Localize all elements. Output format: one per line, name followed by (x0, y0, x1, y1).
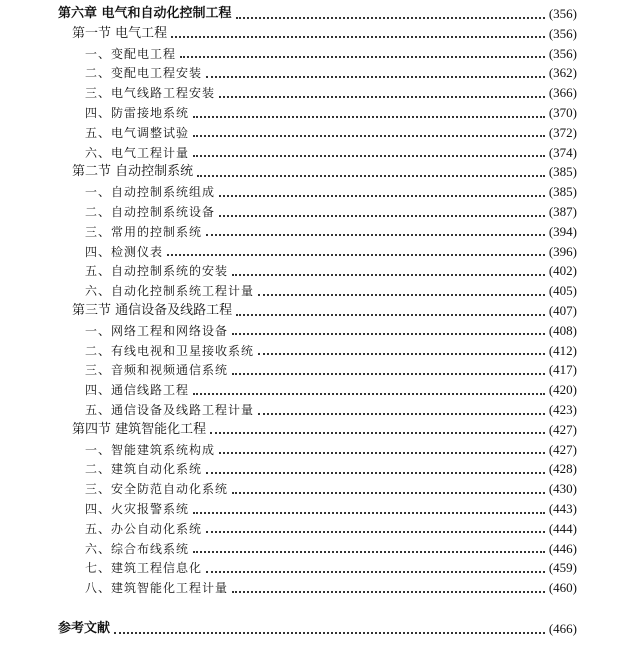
dot-leader (232, 590, 545, 593)
item-entry (0, 499, 640, 519)
dot-leader (232, 372, 545, 375)
section-entry-title: 第二节 自动控制系统 (72, 164, 194, 180)
item-entry-page-number: (387) (548, 204, 577, 219)
item-entry (0, 519, 640, 539)
section-entry (0, 420, 640, 440)
item-entry-title: 六、电气工程计量 (85, 145, 190, 160)
section-entry-title: 第一节 电气工程 (72, 25, 168, 41)
item-entry (0, 242, 640, 262)
dot-leader (206, 530, 545, 533)
dot-leader (210, 431, 545, 434)
item-entry-page-number: (460) (548, 580, 577, 596)
section-entry-page-number: (356) (548, 25, 577, 41)
item-entry (0, 222, 640, 242)
dot-leader (258, 412, 545, 415)
dot-leader (219, 95, 545, 98)
section-entry (0, 24, 640, 44)
item-entry-title: 四、检测仪表 (85, 244, 164, 259)
dot-leader (193, 115, 545, 118)
item-entry-page-number: (402) (548, 263, 577, 279)
dot-leader (232, 491, 545, 494)
dot-leader (219, 451, 545, 454)
item-entry-page-number: (427) (548, 441, 577, 457)
item-entry (0, 261, 640, 281)
item-entry (0, 63, 640, 83)
dot-leader (232, 332, 545, 335)
item-entry (0, 578, 640, 598)
item-entry-title: 五、办公自动化系统 (85, 521, 203, 536)
item-entry-page-number: (408) (548, 322, 577, 338)
item-entry (0, 83, 640, 103)
item-entry-page-number: (356) (548, 45, 577, 61)
item-entry (0, 143, 640, 163)
section-entry (0, 162, 640, 182)
references-entry-page-number: (466) (548, 621, 577, 636)
item-entry-page-number: (370) (548, 105, 577, 120)
dot-leader (236, 16, 545, 19)
dot-leader (206, 75, 545, 78)
item-entry (0, 479, 640, 499)
dot-leader (193, 392, 545, 395)
item-entry (0, 558, 640, 578)
dot-leader (206, 570, 545, 573)
item-entry-page-number: (423) (548, 402, 577, 417)
dot-leader (258, 293, 545, 296)
dot-leader (193, 511, 545, 514)
item-entry-page-number: (362) (548, 65, 577, 81)
item-entry-page-number: (374) (548, 144, 577, 160)
item-entry (0, 360, 640, 380)
dot-leader (193, 550, 545, 553)
dot-leader (114, 631, 545, 634)
item-entry (0, 321, 640, 341)
item-entry (0, 182, 640, 202)
dot-leader (206, 233, 545, 236)
dot-leader (193, 154, 545, 157)
item-entry-page-number: (405) (548, 283, 577, 299)
item-entry (0, 459, 640, 479)
item-entry (0, 103, 640, 123)
item-entry-page-number: (428) (548, 461, 577, 477)
item-entry-title: 二、建筑自动化系统 (85, 462, 203, 477)
item-entry-page-number: (412) (548, 342, 577, 358)
item-entry-page-number: (430) (548, 481, 577, 497)
item-entry-title: 三、常用的控制系统 (85, 224, 203, 239)
item-entry (0, 44, 640, 64)
item-entry-page-number: (420) (548, 382, 577, 398)
item-entry-title: 四、防雷接地系统 (85, 106, 190, 120)
item-entry-title: 六、综合布线系统 (85, 541, 190, 556)
chapter-entry (0, 4, 640, 24)
dot-leader (236, 313, 545, 316)
section-entry-title: 第四节 建筑智能化工程 (72, 421, 207, 437)
dot-leader (167, 253, 545, 256)
item-entry-title: 一、网络工程和网络设备 (85, 323, 229, 338)
section-entry-page-number: (407) (548, 303, 577, 318)
item-entry-title: 三、安全防范自动化系统 (85, 482, 229, 497)
item-entry-title: 五、自动控制系统的安装 (85, 264, 229, 279)
item-entry-title: 七、建筑工程信息化 (85, 561, 203, 576)
item-entry-title: 三、音频和视频通信系统 (85, 363, 229, 378)
section-entry (0, 301, 640, 321)
item-entry-page-number: (446) (548, 540, 577, 556)
dot-leader (171, 35, 545, 38)
item-entry-page-number: (366) (548, 85, 577, 101)
chapter-entry-page-number: (356) (548, 6, 577, 21)
item-entry-page-number: (396) (548, 243, 577, 259)
item-entry (0, 202, 640, 222)
item-entry-title: 一、自动控制系统组成 (85, 185, 216, 200)
item-entry-title: 六、自动化控制系统工程计量 (85, 284, 255, 299)
dot-leader (232, 273, 545, 276)
section-entry-page-number: (427) (548, 421, 577, 437)
item-entry-page-number: (443) (548, 501, 577, 516)
section-entry-title: 第三节 通信设备及线路工程 (72, 303, 233, 318)
item-entry (0, 341, 640, 361)
references-entry-title: 参考文献 (58, 621, 111, 636)
item-entry-page-number: (385) (548, 184, 577, 200)
dot-leader (219, 214, 545, 217)
item-entry-page-number: (417) (548, 362, 577, 378)
item-entry (0, 400, 640, 420)
item-entry-title: 一、智能建筑系统构成 (85, 442, 216, 457)
dot-leader (197, 174, 545, 177)
item-entry (0, 539, 640, 559)
dot-leader (193, 134, 545, 137)
item-entry-title: 三、电气线路工程安装 (85, 86, 216, 101)
item-entry-title: 二、变配电工程安装 (85, 66, 203, 81)
dot-leader (180, 55, 545, 58)
item-entry-title: 二、自动控制系统设备 (85, 205, 216, 219)
item-entry-title: 五、电气调整试验 (85, 125, 190, 140)
item-entry-title: 四、通信线路工程 (85, 383, 190, 398)
item-entry-title: 四、火灾报警系统 (85, 502, 190, 516)
item-entry-page-number: (394) (548, 223, 577, 239)
item-entry-title: 五、通信设备及线路工程计量 (85, 403, 255, 417)
item-entry-page-number: (444) (548, 520, 577, 536)
references-entry (0, 619, 640, 639)
item-entry (0, 380, 640, 400)
item-entry (0, 440, 640, 460)
section-entry-page-number: (385) (548, 164, 577, 180)
dot-leader (206, 471, 545, 474)
dot-leader (219, 194, 545, 197)
item-entry-page-number: (459) (548, 560, 577, 576)
item-entry-title: 八、建筑智能化工程计量 (85, 581, 229, 596)
chapter-entry-title: 第六章 电气和自动化控制工程 (58, 6, 232, 21)
item-entry-title: 二、有线电视和卫星接收系统 (85, 343, 255, 358)
item-entry-title: 一、变配电工程 (85, 46, 177, 61)
item-entry (0, 281, 640, 301)
dot-leader (258, 352, 545, 355)
item-entry-page-number: (372) (548, 124, 577, 140)
item-entry (0, 123, 640, 143)
